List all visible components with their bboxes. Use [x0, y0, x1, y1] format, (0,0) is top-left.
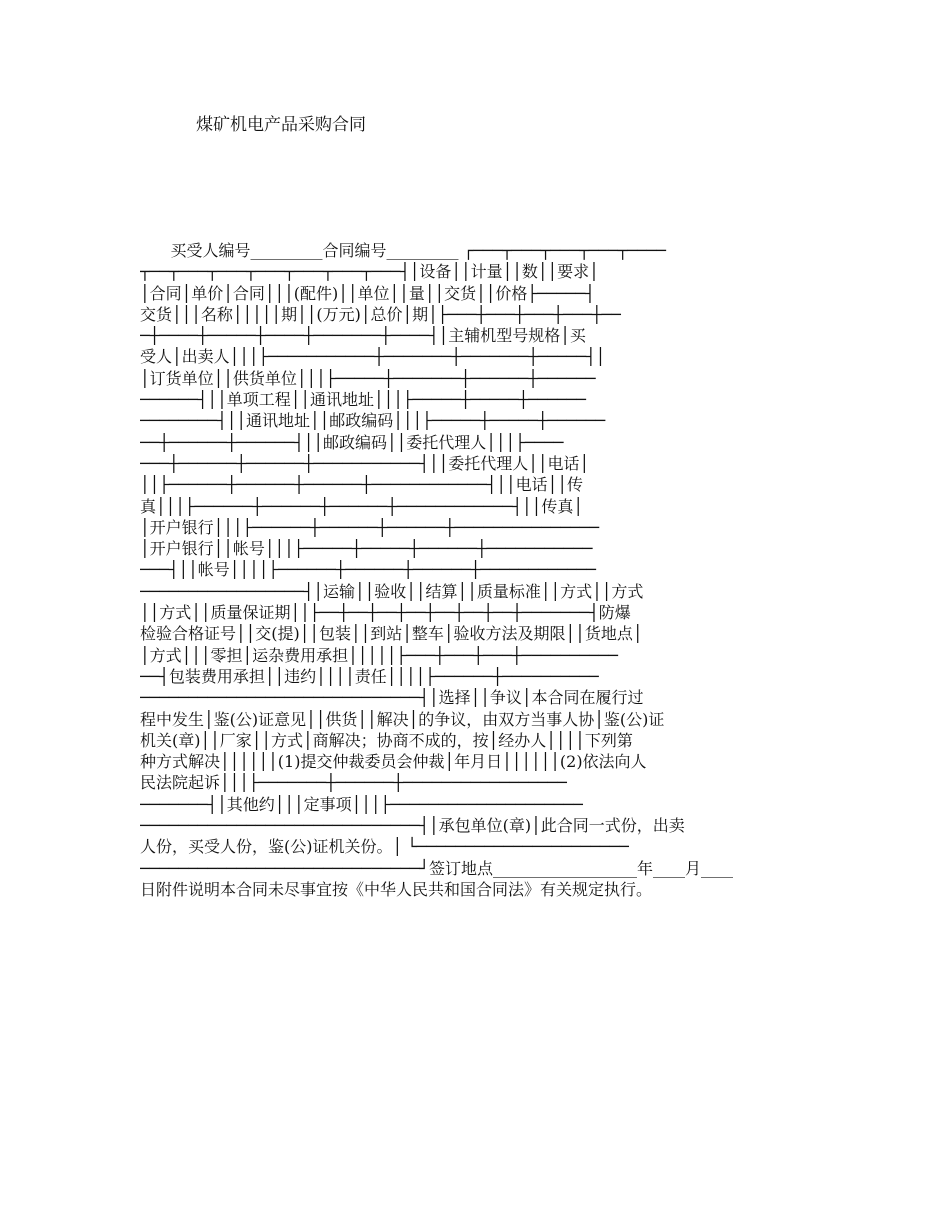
- contract-line: │订货单位││供货单位│││├─────┼───────┼──────┼──────: [140, 368, 596, 388]
- contract-line: 检验合格证号││交(提)││包装││到站│整车│验收方法及期限││货地点│: [140, 624, 643, 644]
- contract-line: ─────────────────────────────┤│承包单位(章)│此合同一式份，出卖: [140, 816, 685, 836]
- contract-line: ─────────────────┤│运输││验收││结算││质量标准││方式││方式: [140, 581, 644, 601]
- contract-line: 买受人编号_________合同编号_________ ┌───┬───┬───┬───┬────: [140, 241, 666, 260]
- contract-line: 受人│出卖人│││├───────────┼───────┼───────┼─────┤│: [140, 347, 606, 367]
- contract-line: ─────────────────────────────┤│选择││争议│本合同在履行过: [140, 688, 644, 708]
- contract-line: ──┤包装费用承担││违约││││责任││││├──────┼──────────: [140, 666, 599, 686]
- contract-line: ││方式││质量保证期││├──┼──┼──┼──┼──┼──┼──┼───────┤防爆: [140, 603, 631, 623]
- contract-line: ││├──────┼──────┼──────┼────────────┤││电话││传: [140, 475, 583, 495]
- contract-line: 真│││├──────┼──────┼──────┼────────────┤││传真│: [140, 496, 583, 516]
- contract-line: 日附件说明本合同未尽事宜按《中华人民共和国合同法》有关规定执行。: [140, 879, 653, 899]
- contract-line: 种方式解决││││││(1)提交仲裁委员会仲裁│年月日││││││(2)依法向人: [140, 752, 647, 772]
- contract-line: 人份，买受人份，鉴(公)证机关份。│ └──────────────────────: [140, 837, 629, 857]
- contract-line: ───────┤│其他约│││定事项│││├────────────────────: [140, 794, 583, 814]
- contract-line: ────────┤││通讯地址││邮政编码│││├─────┼─────┼──────: [140, 411, 606, 431]
- contract-line: ──────┤││单项工程││通讯地址│││├─────┼─────┼──────: [140, 390, 586, 410]
- contract-line: 交货│││名称│││││期││(万元)│总价│期│├───┼───┼───┼───┼──: [140, 304, 621, 324]
- contract-line: ─────────────────────────────┘签订地点__________________年____月____: [140, 858, 733, 878]
- contract-line: ┬──┬───┬───┬───┬───┬───┬───┤│设备││计量││数││要求│: [140, 262, 599, 282]
- contract-line: │开户银行││帐号│││├─────┼─────┼──────┼───────────: [140, 539, 593, 559]
- contract-line: │合同│单价│合同│││(配件)││单位││量││交货││价格├─────┤: [140, 283, 595, 303]
- contract-line: 民法院起诉│││├───────┼──────┼─────────────────: [140, 773, 567, 793]
- contract-line: ───┤││帐号││││├──────┼──────┼──────┼────────────: [140, 560, 596, 580]
- contract-line: │开户银行│││├──────┼──────┼──────┼───────────────: [140, 517, 599, 537]
- contract-line: ───┼──────┼──────┼───────────┤││委托代理人││电话│: [140, 453, 590, 473]
- document-title: 煤矿机电产品采购合同: [196, 115, 366, 135]
- contract-line: 机关(章)││厂家││方式│商解决；协商不成的，按│经办人││││下列第: [140, 730, 633, 750]
- contract-line: ──┼──────┼──────┤││邮政编码││委托代理人│││├────: [140, 432, 564, 452]
- contract-line: ─┼────┼─────┼────┼───────┼────┤│主辅机型号规格│买: [140, 326, 586, 346]
- contract-body: [140, 240, 812, 900]
- contract-line: │方式│││零担│运杂费用承担│││││├───┼───┼───┼──────────: [140, 645, 618, 665]
- contract-line: 程中发生│鉴(公)证意见││供货││解决│的争议，由双方当事人协│鉴(公)证: [140, 709, 665, 729]
